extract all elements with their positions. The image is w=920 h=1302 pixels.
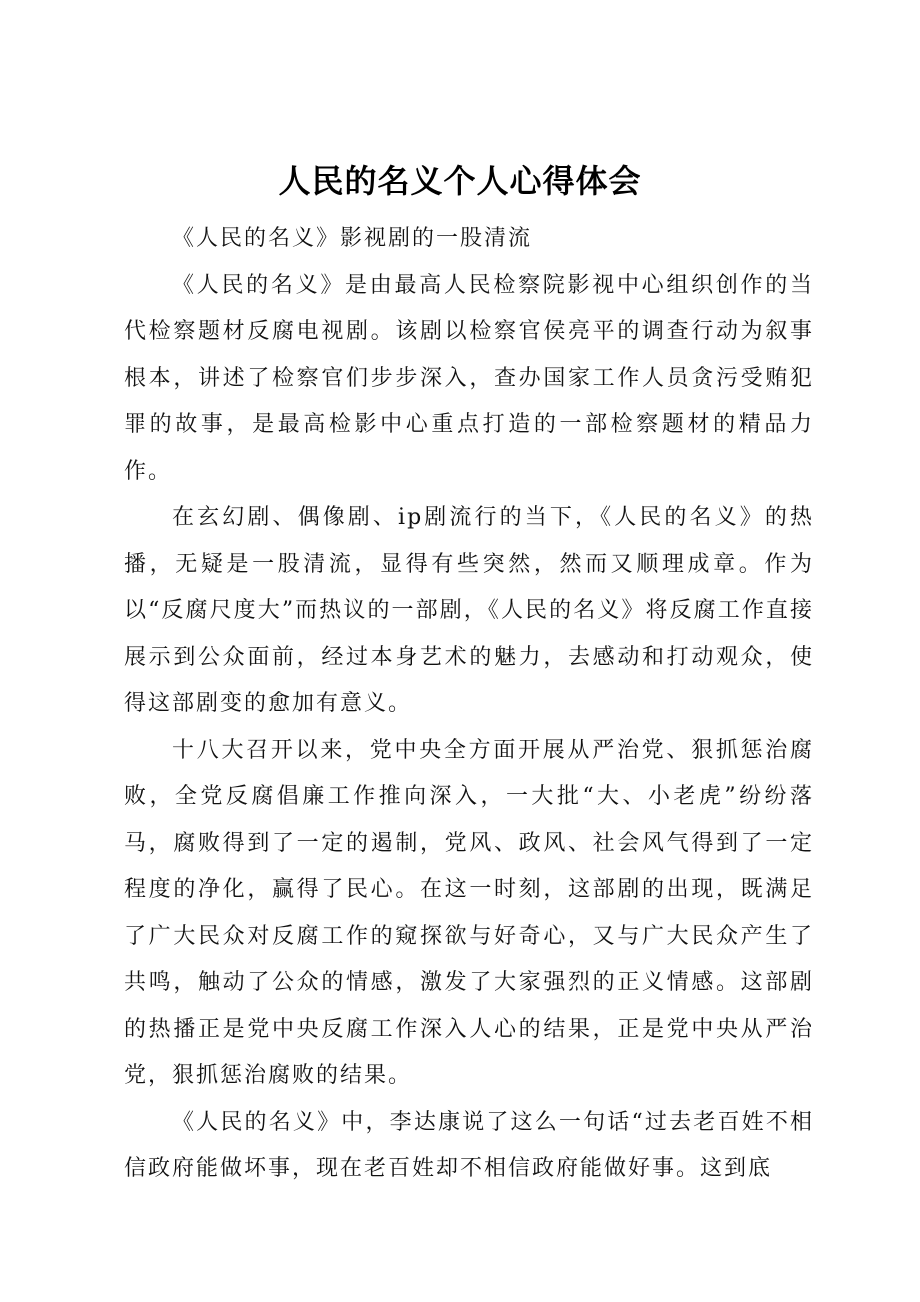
paragraph-li-dakang-quote: 《人民的名义》中，李达康说了这么一句话“过去老百姓不相信政府能做坏事，现在老百姓却不相信政府能做好事。这到底: [124, 1109, 814, 1181]
paragraph-anti-corruption: 十八大召开以来，党中央全方面开展从严治党、狠抓惩治腐败，全党反腐倡廉工作推向深入，一大批“大、小老虎”纷纷落马，腐败得到了一定的遏制，党风、政风、社会风气得到了一定程度的净化，赢得了民心。在这一时刻，这部剧的出现，既满足了广大民众对反腐工作的窥探欲与好奇心，又与广大民众产生了共鸣，触动了公众的情感，激发了大家强烈的正义情感。这部剧的热播正是党中央反腐工作深入人心的结果，正是党中央从严治党，狠抓惩治腐败的结果。: [124, 737, 814, 1088]
document-body: [124, 216, 814, 1193]
paragraph-clear-stream: 在玄幻剧、偶像剧、ip剧流行的当下，《人民的名义》的热播，无疑是一股清流，显得有些突然，然而又顺理成章。作为以“反腐尺度大”而热议的一部剧，《人民的名义》将反腐工作直接展示到公众面前，经过本身艺术的魅力，去感动和打动观众，使得这部剧变的愈加有意义。: [124, 505, 814, 716]
document-title: 人民的名义个人心得体会: [278, 162, 642, 200]
paragraph-subtitle: 《人民的名义》影视剧的一股清流: [172, 226, 533, 251]
paragraph-introduction: 《人民的名义》是由最高人民检察院影视中心组织创作的当代检察题材反腐电视剧。该剧以检察官侯亮平的调查行动为叙事根本，讲述了检察官们步步深入，查办国家工作人员贪污受贿犯罪的故事，是最高检影中心重点打造的一部检察题材的精品力作。: [124, 272, 814, 484]
